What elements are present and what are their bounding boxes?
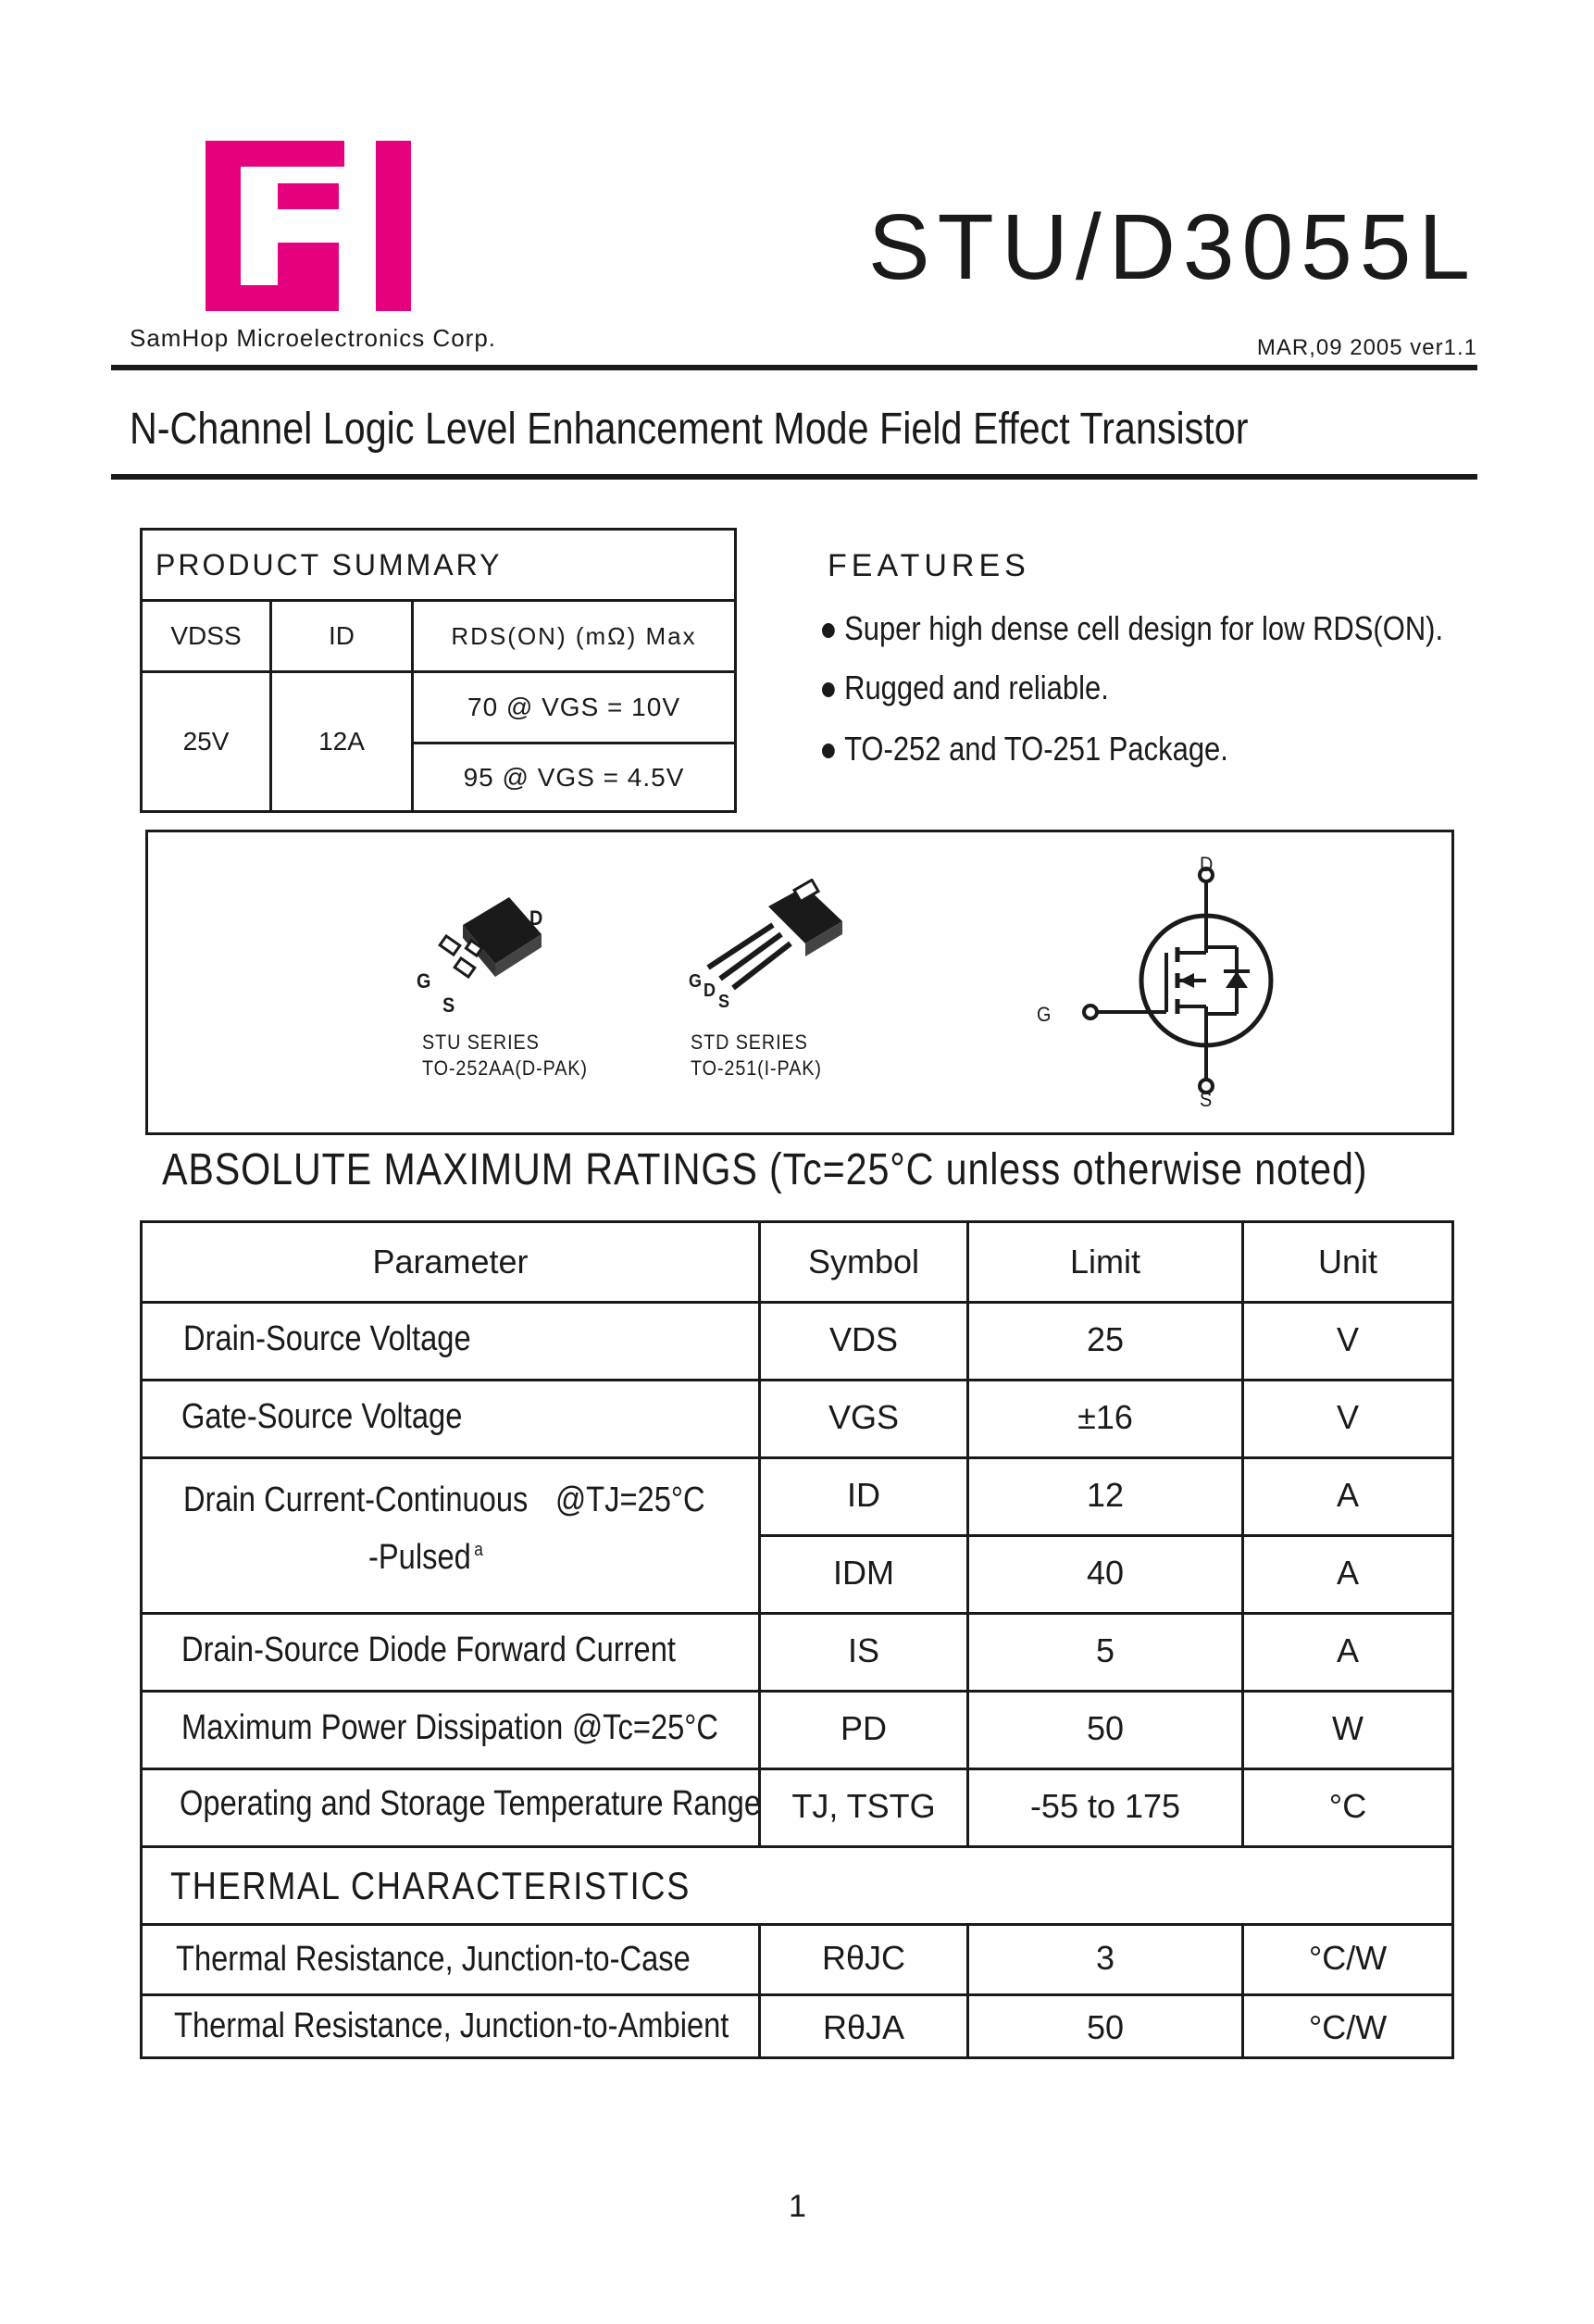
header-parameter: Parameter [372, 1243, 529, 1281]
unit-idm: A [1336, 1554, 1359, 1592]
ipak-pin-g: G [689, 971, 703, 992]
rds-value-1: 70 @ VGS = 10V [467, 693, 680, 721]
unit-rth-ja: °C/W [1308, 2008, 1388, 2046]
thermal-characteristics-title: THERMAL CHARACTERISTICS [170, 1864, 691, 1907]
unit-vds: V [1336, 1320, 1359, 1358]
ipak-pin-d: D [704, 981, 716, 1001]
feature-item: TO-252 and TO-251 Package. [822, 730, 1228, 768]
subtitle-rule [111, 474, 1477, 480]
col-rds: RDS(ON) (mΩ) Max [451, 621, 697, 650]
limit-vds: 25 [1086, 1320, 1125, 1358]
absolute-max-ratings-title: ABSOLUTE MAXIMUM RATINGS (Tc=25°C unless otherwise noted) [162, 1145, 1368, 1194]
package-diagram-box [145, 830, 1454, 1135]
unit-id: A [1336, 1476, 1359, 1514]
feature-item: Super high dense cell design for low RDS(ON). [822, 609, 1443, 648]
limit-rth-jc: 3 [1095, 1939, 1115, 1977]
symbol-rth-ja: RθJA [822, 2008, 905, 2046]
symbol-vgs: VGS [828, 1398, 900, 1436]
param-rth-ja: Thermal Resistance, Junction-to-Ambient [174, 2006, 729, 2045]
revision-date: MAR,09 2005 ver1.1 [1256, 335, 1477, 360]
symbol-is: IS [847, 1631, 879, 1669]
limit-rth-ja: 50 [1086, 2008, 1125, 2046]
symbol-idm: IDM [833, 1554, 894, 1592]
feature-item: Rugged and reliable. [822, 668, 1109, 707]
symbol-pin-s: S [1200, 1088, 1214, 1111]
header-unit: Unit [1317, 1243, 1378, 1281]
symbol-pin-d: D [1200, 853, 1214, 876]
product-summary-title: PRODUCT SUMMARY [156, 547, 503, 581]
symbol-rth-jc: RθJC [821, 1939, 906, 1977]
header-limit: Limit [1069, 1243, 1140, 1281]
limit-pd: 50 [1086, 1709, 1125, 1747]
limit-id: 12 [1086, 1476, 1125, 1514]
symbol-id: ID [847, 1476, 880, 1514]
param-temperature-range: Operating and Storage Temperature Range [180, 1784, 762, 1823]
symbol-tj-tstg: TJ, TSTG [791, 1787, 936, 1825]
param-power-dissipation: Maximum Power Dissipation [181, 1708, 564, 1747]
dpak-pin-g: G [417, 969, 432, 993]
param-diode-forward-current: Drain-Source Diode Forward Current [181, 1631, 676, 1669]
symbol-pd: PD [840, 1709, 887, 1747]
stu-package-label: TO-252AA(D-PAK) [422, 1056, 588, 1080]
param-rth-jc: Thermal Resistance, Junction-to-Case [176, 1940, 691, 1979]
param-drain-current-continuous: Drain Current-Continuous [183, 1481, 529, 1519]
col-vdss: VDSS [170, 621, 242, 650]
condition-tc-25c: @Tc=25°C [572, 1708, 718, 1747]
limit-vgs: ±16 [1077, 1398, 1133, 1436]
unit-is: A [1336, 1631, 1359, 1669]
param-pulsed: -Pulsed $^a$ [368, 1538, 483, 1577]
symbol-pin-g: G [1037, 1003, 1052, 1026]
symbol-vds: VDS [828, 1320, 899, 1358]
limit-is: 5 [1095, 1631, 1115, 1669]
col-id: ID [329, 621, 355, 650]
limit-temperature: -55 to 175 [1029, 1787, 1181, 1825]
samhop-logo [205, 141, 411, 311]
id-value: 12A [318, 727, 365, 756]
features-title: FEATURES [828, 548, 1030, 583]
mosfet-schematic-symbol [1027, 851, 1342, 1119]
std-series-label: STD SERIES [691, 1031, 808, 1054]
unit-pd: W [1332, 1709, 1364, 1747]
document-subtitle: N-Channel Logic Level Enhancement Mode Field Effect Transistor [130, 405, 1249, 454]
ratings-table [140, 1220, 1454, 2059]
unit-vgs: V [1336, 1398, 1359, 1436]
std-package-label: TO-251(I-PAK) [691, 1056, 822, 1080]
rds-value-2: 95 @ VGS = 4.5V [463, 762, 685, 792]
page-number: 1 [789, 2189, 806, 2224]
product-summary-table [140, 528, 737, 813]
part-number: STU/D3055L [867, 195, 1477, 299]
limit-idm: 40 [1086, 1554, 1125, 1592]
company-name: SamHop Microelectronics Corp. [130, 324, 497, 352]
stu-series-label: STU SERIES [422, 1031, 540, 1054]
ipak-pin-s: S [718, 992, 730, 1012]
unit-temperature: °C [1328, 1787, 1367, 1825]
dpak-pin-d: D [529, 906, 544, 930]
param-drain-source-voltage: Drain-Source Voltage [183, 1319, 471, 1358]
vdss-value: 25V [182, 727, 230, 756]
param-gate-source-voltage: Gate-Source Voltage [181, 1397, 463, 1436]
unit-rth-jc: °C/W [1308, 1939, 1388, 1977]
condition-tj-25c: @TJ=25°C [555, 1481, 705, 1519]
dpak-pin-s: S [442, 993, 456, 1017]
header-symbol: Symbol [807, 1243, 920, 1281]
header-rule [111, 365, 1477, 370]
